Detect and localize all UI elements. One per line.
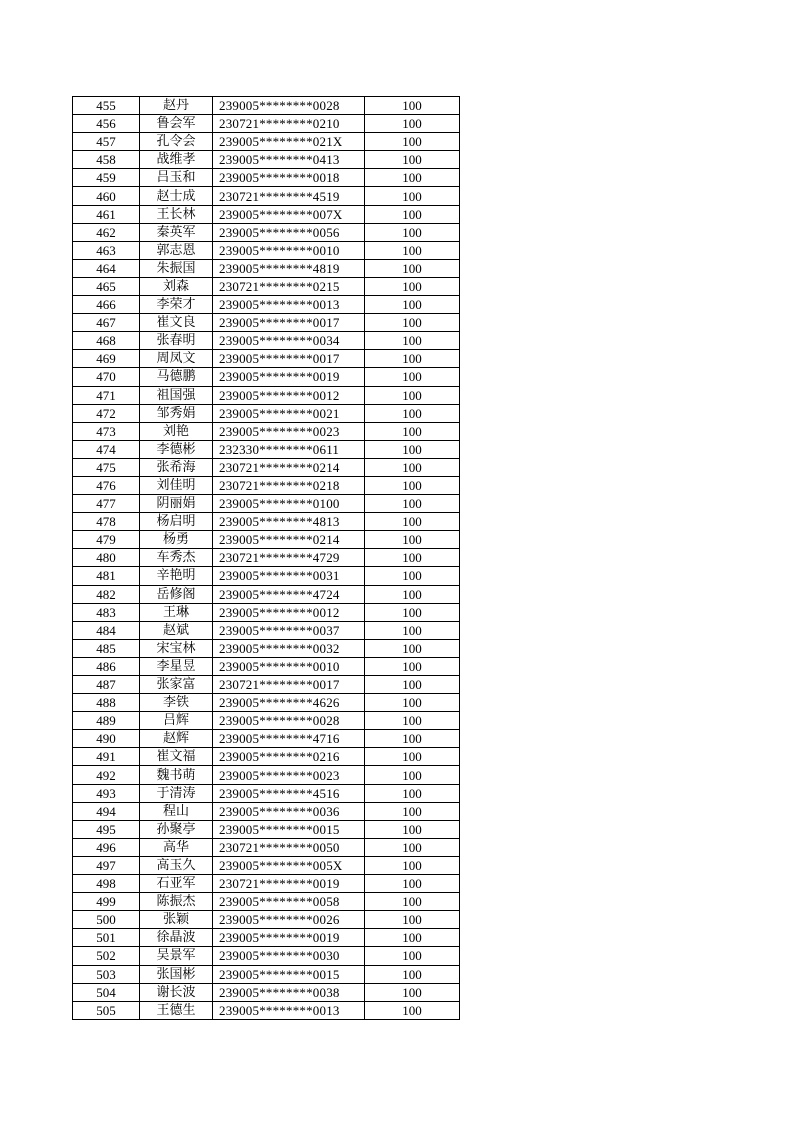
score-cell: 100 [365, 151, 460, 169]
score-cell: 100 [365, 856, 460, 874]
row-number-cell: 469 [73, 350, 140, 368]
row-number-cell: 462 [73, 223, 140, 241]
name-cell: 李荣才 [140, 296, 213, 314]
table-row [73, 712, 460, 730]
row-number-cell: 455 [73, 97, 140, 115]
id-number-cell: 239005********021X [213, 133, 365, 151]
row-number-cell: 500 [73, 911, 140, 929]
row-number-cell: 489 [73, 712, 140, 730]
name-cell: 张春明 [140, 332, 213, 350]
score-cell: 100 [365, 241, 460, 259]
table-row [73, 639, 460, 657]
score-cell: 100 [365, 748, 460, 766]
table-row [73, 97, 460, 115]
score-cell: 100 [365, 115, 460, 133]
table-row [73, 567, 460, 585]
table-row [73, 350, 460, 368]
score-cell: 100 [365, 911, 460, 929]
table-row [73, 241, 460, 259]
name-cell: 魏书萌 [140, 766, 213, 784]
table-row [73, 838, 460, 856]
table-row [73, 404, 460, 422]
score-cell: 100 [365, 1001, 460, 1019]
name-cell: 岳修阁 [140, 585, 213, 603]
name-cell: 吴景军 [140, 947, 213, 965]
name-cell: 张颖 [140, 911, 213, 929]
table-row [73, 531, 460, 549]
id-number-cell: 239005********0056 [213, 223, 365, 241]
id-number-cell: 230721********0019 [213, 875, 365, 893]
row-number-cell: 497 [73, 856, 140, 874]
row-number-cell: 478 [73, 513, 140, 531]
score-cell: 100 [365, 567, 460, 585]
score-cell: 100 [365, 657, 460, 675]
score-cell: 100 [365, 730, 460, 748]
score-cell: 100 [365, 639, 460, 657]
table-row [73, 115, 460, 133]
score-cell: 100 [365, 802, 460, 820]
score-cell: 100 [365, 947, 460, 965]
score-cell: 100 [365, 404, 460, 422]
id-number-cell: 239005********0214 [213, 531, 365, 549]
table-row [73, 929, 460, 947]
name-cell: 秦英军 [140, 223, 213, 241]
name-cell: 邹秀娟 [140, 404, 213, 422]
score-cell: 100 [365, 820, 460, 838]
row-number-cell: 471 [73, 386, 140, 404]
id-number-cell: 230721********0210 [213, 115, 365, 133]
name-cell: 崔文福 [140, 748, 213, 766]
name-cell: 朱振国 [140, 259, 213, 277]
id-number-cell: 239005********0037 [213, 621, 365, 639]
table-row [73, 694, 460, 712]
data-table [72, 96, 460, 1020]
row-number-cell: 505 [73, 1001, 140, 1019]
name-cell: 车秀杰 [140, 549, 213, 567]
name-cell: 辛艳明 [140, 567, 213, 585]
id-number-cell: 239005********0036 [213, 802, 365, 820]
row-number-cell: 464 [73, 259, 140, 277]
score-cell: 100 [365, 440, 460, 458]
table-row [73, 476, 460, 494]
score-cell: 100 [365, 766, 460, 784]
row-number-cell: 460 [73, 187, 140, 205]
row-number-cell: 480 [73, 549, 140, 567]
table-row [73, 676, 460, 694]
row-number-cell: 459 [73, 169, 140, 187]
table-row [73, 730, 460, 748]
name-cell: 徐晶波 [140, 929, 213, 947]
id-number-cell: 239005********0019 [213, 368, 365, 386]
id-number-cell: 239005********0012 [213, 603, 365, 621]
score-cell: 100 [365, 965, 460, 983]
id-number-cell: 239005********0012 [213, 386, 365, 404]
id-number-cell: 232330********0611 [213, 440, 365, 458]
name-cell: 杨勇 [140, 531, 213, 549]
row-number-cell: 493 [73, 784, 140, 802]
table-row [73, 205, 460, 223]
row-number-cell: 458 [73, 151, 140, 169]
score-cell: 100 [365, 476, 460, 494]
row-number-cell: 488 [73, 694, 140, 712]
row-number-cell: 499 [73, 893, 140, 911]
row-number-cell: 484 [73, 621, 140, 639]
score-cell: 100 [365, 893, 460, 911]
id-number-cell: 239005********0017 [213, 350, 365, 368]
id-number-cell: 239005********0028 [213, 97, 365, 115]
table-row [73, 856, 460, 874]
name-cell: 李德彬 [140, 440, 213, 458]
id-number-cell: 230721********0214 [213, 458, 365, 476]
row-number-cell: 485 [73, 639, 140, 657]
id-number-cell: 239005********0021 [213, 404, 365, 422]
table-row [73, 585, 460, 603]
score-cell: 100 [365, 513, 460, 531]
id-number-cell: 239005********0023 [213, 766, 365, 784]
row-number-cell: 472 [73, 404, 140, 422]
score-cell: 100 [365, 676, 460, 694]
id-number-cell: 239005********005X [213, 856, 365, 874]
id-number-cell: 239005********0013 [213, 1001, 365, 1019]
name-cell: 张希海 [140, 458, 213, 476]
row-number-cell: 456 [73, 115, 140, 133]
table-row [73, 314, 460, 332]
table-row [73, 386, 460, 404]
row-number-cell: 467 [73, 314, 140, 332]
score-cell: 100 [365, 187, 460, 205]
id-number-cell: 239005********0038 [213, 983, 365, 1001]
name-cell: 赵斌 [140, 621, 213, 639]
id-number-cell: 239005********4724 [213, 585, 365, 603]
name-cell: 于清涛 [140, 784, 213, 802]
name-cell: 赵辉 [140, 730, 213, 748]
table-row [73, 657, 460, 675]
id-number-cell: 239005********0023 [213, 422, 365, 440]
row-number-cell: 461 [73, 205, 140, 223]
name-cell: 祖国强 [140, 386, 213, 404]
row-number-cell: 470 [73, 368, 140, 386]
id-number-cell: 230721********0017 [213, 676, 365, 694]
id-number-cell: 239005********007X [213, 205, 365, 223]
score-cell: 100 [365, 422, 460, 440]
row-number-cell: 483 [73, 603, 140, 621]
id-number-cell: 230721********0050 [213, 838, 365, 856]
id-number-cell: 239005********0032 [213, 639, 365, 657]
name-cell: 宋宝林 [140, 639, 213, 657]
table-row [73, 368, 460, 386]
table-row [73, 621, 460, 639]
score-cell: 100 [365, 531, 460, 549]
score-cell: 100 [365, 368, 460, 386]
table-row [73, 549, 460, 567]
score-cell: 100 [365, 296, 460, 314]
score-cell: 100 [365, 983, 460, 1001]
row-number-cell: 457 [73, 133, 140, 151]
name-cell: 张国彬 [140, 965, 213, 983]
score-cell: 100 [365, 838, 460, 856]
score-cell: 100 [365, 784, 460, 802]
row-number-cell: 495 [73, 820, 140, 838]
row-number-cell: 465 [73, 277, 140, 295]
score-cell: 100 [365, 223, 460, 241]
id-number-cell: 239005********0017 [213, 314, 365, 332]
row-number-cell: 476 [73, 476, 140, 494]
id-number-cell: 230721********4519 [213, 187, 365, 205]
id-number-cell: 239005********4813 [213, 513, 365, 531]
id-number-cell: 239005********0413 [213, 151, 365, 169]
id-number-cell: 239005********0013 [213, 296, 365, 314]
id-number-cell: 239005********0100 [213, 495, 365, 513]
name-cell: 赵士成 [140, 187, 213, 205]
name-cell: 程山 [140, 802, 213, 820]
id-number-cell: 239005********0015 [213, 965, 365, 983]
row-number-cell: 482 [73, 585, 140, 603]
row-number-cell: 498 [73, 875, 140, 893]
table-row [73, 458, 460, 476]
name-cell: 高华 [140, 838, 213, 856]
name-cell: 刘佳明 [140, 476, 213, 494]
table-row [73, 169, 460, 187]
score-cell: 100 [365, 169, 460, 187]
row-number-cell: 477 [73, 495, 140, 513]
table-row [73, 277, 460, 295]
id-number-cell: 239005********0058 [213, 893, 365, 911]
row-number-cell: 473 [73, 422, 140, 440]
name-cell: 郭志恩 [140, 241, 213, 259]
table-row [73, 296, 460, 314]
table-row [73, 965, 460, 983]
table-body [73, 97, 460, 1020]
table-row [73, 223, 460, 241]
name-cell: 张家富 [140, 676, 213, 694]
row-number-cell: 474 [73, 440, 140, 458]
name-cell: 王琳 [140, 603, 213, 621]
id-number-cell: 239005********0015 [213, 820, 365, 838]
id-number-cell: 239005********0019 [213, 929, 365, 947]
table-row [73, 784, 460, 802]
row-number-cell: 503 [73, 965, 140, 983]
score-cell: 100 [365, 277, 460, 295]
score-cell: 100 [365, 458, 460, 476]
row-number-cell: 496 [73, 838, 140, 856]
name-cell: 杨启明 [140, 513, 213, 531]
name-cell: 阴丽娟 [140, 495, 213, 513]
id-number-cell: 239005********0030 [213, 947, 365, 965]
id-number-cell: 239005********4516 [213, 784, 365, 802]
row-number-cell: 492 [73, 766, 140, 784]
score-cell: 100 [365, 875, 460, 893]
row-number-cell: 481 [73, 567, 140, 585]
name-cell: 孔令会 [140, 133, 213, 151]
name-cell: 李铁 [140, 694, 213, 712]
id-number-cell: 230721********4729 [213, 549, 365, 567]
table-row [73, 259, 460, 277]
score-cell: 100 [365, 621, 460, 639]
name-cell: 鲁会军 [140, 115, 213, 133]
name-cell: 陈振杰 [140, 893, 213, 911]
row-number-cell: 502 [73, 947, 140, 965]
table-row [73, 748, 460, 766]
table-row [73, 983, 460, 1001]
row-number-cell: 463 [73, 241, 140, 259]
name-cell: 赵丹 [140, 97, 213, 115]
table-row [73, 875, 460, 893]
score-cell: 100 [365, 603, 460, 621]
id-number-cell: 230721********0215 [213, 277, 365, 295]
id-number-cell: 239005********0026 [213, 911, 365, 929]
table-row [73, 495, 460, 513]
name-cell: 吕辉 [140, 712, 213, 730]
table-row [73, 911, 460, 929]
row-number-cell: 491 [73, 748, 140, 766]
name-cell: 高玉久 [140, 856, 213, 874]
table-row [73, 802, 460, 820]
score-cell: 100 [365, 259, 460, 277]
table-row [73, 187, 460, 205]
score-cell: 100 [365, 97, 460, 115]
score-cell: 100 [365, 585, 460, 603]
table-row [73, 133, 460, 151]
table-row [73, 513, 460, 531]
score-cell: 100 [365, 712, 460, 730]
score-cell: 100 [365, 495, 460, 513]
score-cell: 100 [365, 929, 460, 947]
name-cell: 马德鹏 [140, 368, 213, 386]
row-number-cell: 468 [73, 332, 140, 350]
name-cell: 战维孝 [140, 151, 213, 169]
table-row [73, 422, 460, 440]
id-number-cell: 230721********0218 [213, 476, 365, 494]
table-row [73, 820, 460, 838]
name-cell: 周凤文 [140, 350, 213, 368]
name-cell: 吕玉和 [140, 169, 213, 187]
table-row [73, 332, 460, 350]
table-row [73, 1001, 460, 1019]
id-number-cell: 239005********0216 [213, 748, 365, 766]
id-number-cell: 239005********0010 [213, 657, 365, 675]
score-cell: 100 [365, 205, 460, 223]
row-number-cell: 504 [73, 983, 140, 1001]
id-number-cell: 239005********4716 [213, 730, 365, 748]
row-number-cell: 486 [73, 657, 140, 675]
id-number-cell: 239005********0028 [213, 712, 365, 730]
score-cell: 100 [365, 350, 460, 368]
id-number-cell: 239005********0010 [213, 241, 365, 259]
name-cell: 石亚军 [140, 875, 213, 893]
row-number-cell: 475 [73, 458, 140, 476]
table-row [73, 893, 460, 911]
name-cell: 李星昱 [140, 657, 213, 675]
row-number-cell: 490 [73, 730, 140, 748]
row-number-cell: 494 [73, 802, 140, 820]
table-row [73, 151, 460, 169]
score-cell: 100 [365, 133, 460, 151]
score-cell: 100 [365, 314, 460, 332]
name-cell: 王长林 [140, 205, 213, 223]
row-number-cell: 466 [73, 296, 140, 314]
name-cell: 谢长波 [140, 983, 213, 1001]
table-row [73, 947, 460, 965]
name-cell: 王德生 [140, 1001, 213, 1019]
table-row [73, 603, 460, 621]
row-number-cell: 501 [73, 929, 140, 947]
name-cell: 崔文良 [140, 314, 213, 332]
score-cell: 100 [365, 332, 460, 350]
row-number-cell: 487 [73, 676, 140, 694]
table-row [73, 440, 460, 458]
score-cell: 100 [365, 694, 460, 712]
name-cell: 刘艳 [140, 422, 213, 440]
score-cell: 100 [365, 386, 460, 404]
id-number-cell: 239005********4819 [213, 259, 365, 277]
row-number-cell: 479 [73, 531, 140, 549]
score-cell: 100 [365, 549, 460, 567]
id-number-cell: 239005********0034 [213, 332, 365, 350]
id-number-cell: 239005********4626 [213, 694, 365, 712]
id-number-cell: 239005********0031 [213, 567, 365, 585]
id-number-cell: 239005********0018 [213, 169, 365, 187]
name-cell: 孙聚亭 [140, 820, 213, 838]
table-row [73, 766, 460, 784]
name-cell: 刘森 [140, 277, 213, 295]
